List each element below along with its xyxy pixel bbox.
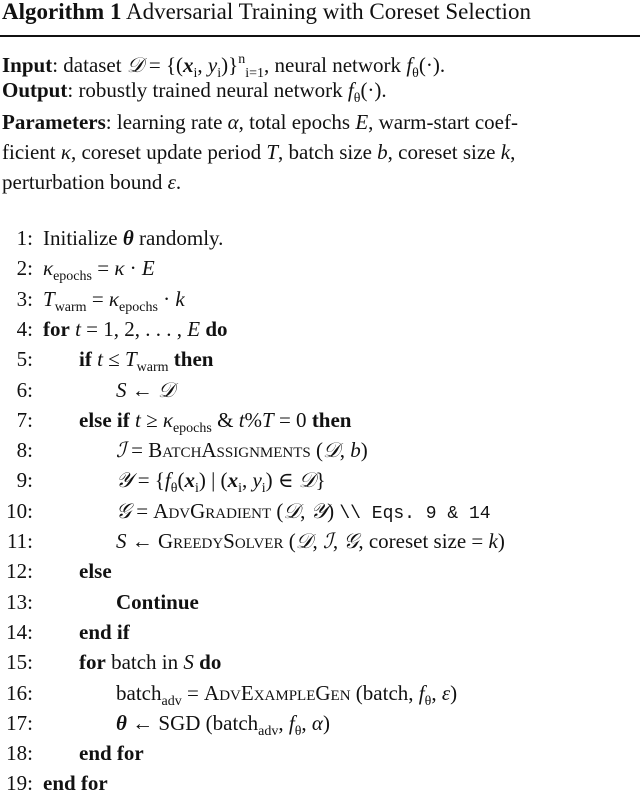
text: ( <box>310 438 323 463</box>
text: (batch, <box>350 680 419 705</box>
text: ) <box>497 529 505 553</box>
math: t <box>134 407 141 432</box>
subscript: i=1 <box>245 66 265 81</box>
text: = <box>181 680 205 705</box>
math: y <box>207 53 218 77</box>
subscript: i <box>194 481 199 497</box>
line-number: 15: <box>6 650 33 675</box>
math: α <box>227 110 239 134</box>
math: ε <box>167 170 176 194</box>
superscript: n <box>238 52 246 67</box>
math-bold: θ <box>122 226 134 250</box>
keyword: then <box>311 407 352 432</box>
function-name: BatchAssignments <box>148 438 311 463</box>
math: t <box>238 407 245 432</box>
text: , <box>339 438 351 463</box>
math: T <box>124 347 137 372</box>
text: , <box>332 529 344 553</box>
function-name: AdvExampleGen <box>204 680 351 705</box>
line-number: 2: <box>16 256 33 281</box>
line-content <box>79 738 144 768</box>
line-number: 12: <box>6 559 33 584</box>
line-number: 19: <box>6 771 33 795</box>
function-name: AdvGradient <box>153 498 272 523</box>
line-number: 13: <box>6 589 33 614</box>
keyword: end for <box>79 741 144 766</box>
line-content <box>79 647 221 677</box>
line-content <box>116 587 199 617</box>
subscript: i <box>238 481 242 497</box>
text: , coreset size <box>387 140 501 164</box>
keyword: end if <box>79 619 130 644</box>
keyword: else if <box>79 407 130 432</box>
text: , warm-start coef- <box>368 110 518 134</box>
algorithm-caption <box>2 0 531 25</box>
caption-rule <box>0 35 640 37</box>
math: S <box>116 529 127 553</box>
text: = {( <box>143 53 184 77</box>
text: . <box>175 170 182 194</box>
line-content <box>116 435 368 465</box>
line-number: 17: <box>6 710 33 735</box>
math: S <box>116 377 127 402</box>
text: , neural network <box>264 53 407 77</box>
math: 𝒢 <box>343 529 359 553</box>
subscript: epochs <box>53 269 92 285</box>
subscript: i <box>261 481 266 497</box>
text: Initialize <box>43 226 123 250</box>
math: α <box>311 710 323 735</box>
math: 𝒟 <box>126 53 144 77</box>
text: = <box>91 256 115 281</box>
math: k <box>175 286 185 311</box>
line-content <box>43 314 228 344</box>
text: ) <box>327 498 340 523</box>
text: randomly. <box>133 226 224 250</box>
math: ℐ <box>116 438 126 463</box>
line-number: 8: <box>16 438 33 463</box>
line-content <box>116 496 491 529</box>
text: % <box>244 407 263 432</box>
line-number: 4: <box>16 316 33 341</box>
label: Parameters <box>2 110 106 134</box>
keyword: for <box>79 650 106 675</box>
math: y <box>252 468 262 493</box>
keyword: else <box>79 559 112 584</box>
math-bold: x <box>184 468 195 493</box>
math: T <box>266 140 279 164</box>
line-content <box>79 556 112 586</box>
math: T <box>262 407 274 432</box>
subscript: adv <box>258 723 279 739</box>
math: ε <box>441 680 451 705</box>
text: = { <box>132 468 165 493</box>
text: , <box>510 140 516 164</box>
subscript: warm <box>136 360 169 376</box>
math: f <box>164 468 171 493</box>
math: E <box>141 256 155 281</box>
line-number: 16: <box>6 680 33 705</box>
math-bold: θ <box>116 710 127 735</box>
subscript: i <box>217 66 222 81</box>
math: E <box>187 316 201 341</box>
header-parameters-cont2 <box>2 167 181 197</box>
keyword: Continue <box>116 589 199 614</box>
line-number: 9: <box>16 468 33 493</box>
text: ) <box>360 438 368 463</box>
subscript: adv <box>161 693 182 709</box>
text: , <box>197 53 208 77</box>
math: t <box>97 347 103 372</box>
math: κ <box>60 140 71 164</box>
text: batch <box>116 680 162 705</box>
math: f <box>418 680 425 705</box>
subscript: warm <box>54 299 87 315</box>
subscript: θ <box>353 91 361 106</box>
text: : robustly trained neural network <box>67 78 348 102</box>
math: k <box>500 140 511 164</box>
text: ← <box>126 529 158 553</box>
text: · <box>157 286 176 311</box>
text: ( <box>177 468 185 493</box>
math: 𝒟 <box>283 498 301 523</box>
math: E <box>355 110 369 134</box>
math: 𝒟 <box>295 529 313 553</box>
keyword: then <box>173 347 214 372</box>
math: 𝒟 <box>323 438 340 463</box>
math: 𝒟 <box>158 377 175 402</box>
math: S <box>183 650 194 675</box>
keyword: end for <box>43 771 108 795</box>
text: , <box>312 529 323 553</box>
text: ficient <box>2 140 61 164</box>
keyword: for <box>43 316 70 341</box>
line-number: 18: <box>6 741 33 766</box>
math: 𝒟 <box>298 468 316 493</box>
math: f <box>288 710 295 735</box>
header-parameters-cont1 <box>2 137 515 167</box>
text: , <box>278 710 289 735</box>
text: ← <box>126 377 158 402</box>
math: f <box>347 78 354 102</box>
line-content <box>116 708 330 747</box>
subscript: θ <box>294 723 302 739</box>
line-content <box>79 617 130 647</box>
line-number: 5: <box>16 347 33 372</box>
line-number: 14: <box>6 619 33 644</box>
line-content <box>43 768 108 795</box>
text: = <box>125 438 149 463</box>
subscript: θ <box>424 693 432 709</box>
math: k <box>488 529 498 553</box>
keyword: if <box>79 347 92 372</box>
text: ) | ( <box>198 468 228 493</box>
text: , batch size <box>278 140 378 164</box>
text: & <box>211 407 239 432</box>
text: , coreset update period <box>70 140 267 164</box>
text: } <box>315 468 326 493</box>
math: b <box>350 438 361 463</box>
line-number: 11: <box>6 529 33 553</box>
subscript: epochs <box>172 420 212 436</box>
algorithm-title: Adversarial Training with Coreset Selection <box>125 0 531 24</box>
text: , <box>301 710 312 735</box>
text: (·). <box>360 78 387 102</box>
math: 𝒴 <box>310 498 328 523</box>
text: ≤ <box>102 347 125 372</box>
text: ) <box>450 680 458 705</box>
math: b <box>377 140 388 164</box>
subscript: θ <box>170 481 178 497</box>
text: = <box>130 498 154 523</box>
math: t <box>75 316 81 341</box>
algorithm-label: Algorithm 1 <box>2 0 122 24</box>
text: · <box>124 256 142 281</box>
math: 𝒢 <box>116 498 131 523</box>
text: , coreset size = <box>358 529 489 553</box>
math: T <box>43 286 55 311</box>
line-content <box>116 526 505 556</box>
subscript: i <box>193 66 198 81</box>
text: = <box>86 286 109 311</box>
subscript: epochs <box>119 299 158 315</box>
subscript: θ <box>412 66 419 81</box>
line-number: 3: <box>16 286 33 311</box>
text: : learning rate <box>105 110 228 134</box>
text: perturbation bound <box>2 170 168 194</box>
line-number: 6: <box>16 377 33 402</box>
text: = 1, 2, . . . , <box>80 316 188 341</box>
label: Input <box>2 53 53 77</box>
text: , <box>300 498 311 523</box>
math: f <box>406 53 413 77</box>
comment: \\ Eqs. 9 & 14 <box>339 503 491 524</box>
text: batch in <box>105 650 184 675</box>
text: ( <box>283 529 296 553</box>
text: : dataset <box>52 53 127 77</box>
header-parameters <box>2 107 518 137</box>
math: κ <box>162 407 173 432</box>
math: 𝒴 <box>116 468 133 493</box>
function-name: GreedySolver <box>158 529 284 553</box>
text: , <box>241 468 253 493</box>
text: = 0 <box>273 407 312 432</box>
text: , total epochs <box>238 110 356 134</box>
text: ) ∈ <box>265 468 299 493</box>
line-content <box>43 223 223 253</box>
line-number: 7: <box>16 407 33 432</box>
text: , <box>431 680 442 705</box>
text: ← SGD (batch <box>126 710 259 735</box>
math: κ <box>108 286 120 311</box>
keyword: do <box>199 650 222 675</box>
math: κ <box>114 256 125 281</box>
math-bold: x <box>227 468 239 493</box>
text: ( <box>271 498 284 523</box>
math-bold: x <box>183 53 194 77</box>
math: κ <box>43 256 54 281</box>
keyword: do <box>205 316 228 341</box>
text: (·). <box>418 53 446 77</box>
math: ℐ <box>322 529 333 553</box>
label: Output <box>2 78 68 102</box>
text: ) <box>322 710 330 735</box>
line-number: 1: <box>16 226 33 250</box>
text: )} <box>221 53 239 77</box>
line-number: 10: <box>6 498 33 523</box>
text: ≥ <box>140 407 163 432</box>
line-content <box>116 375 175 405</box>
